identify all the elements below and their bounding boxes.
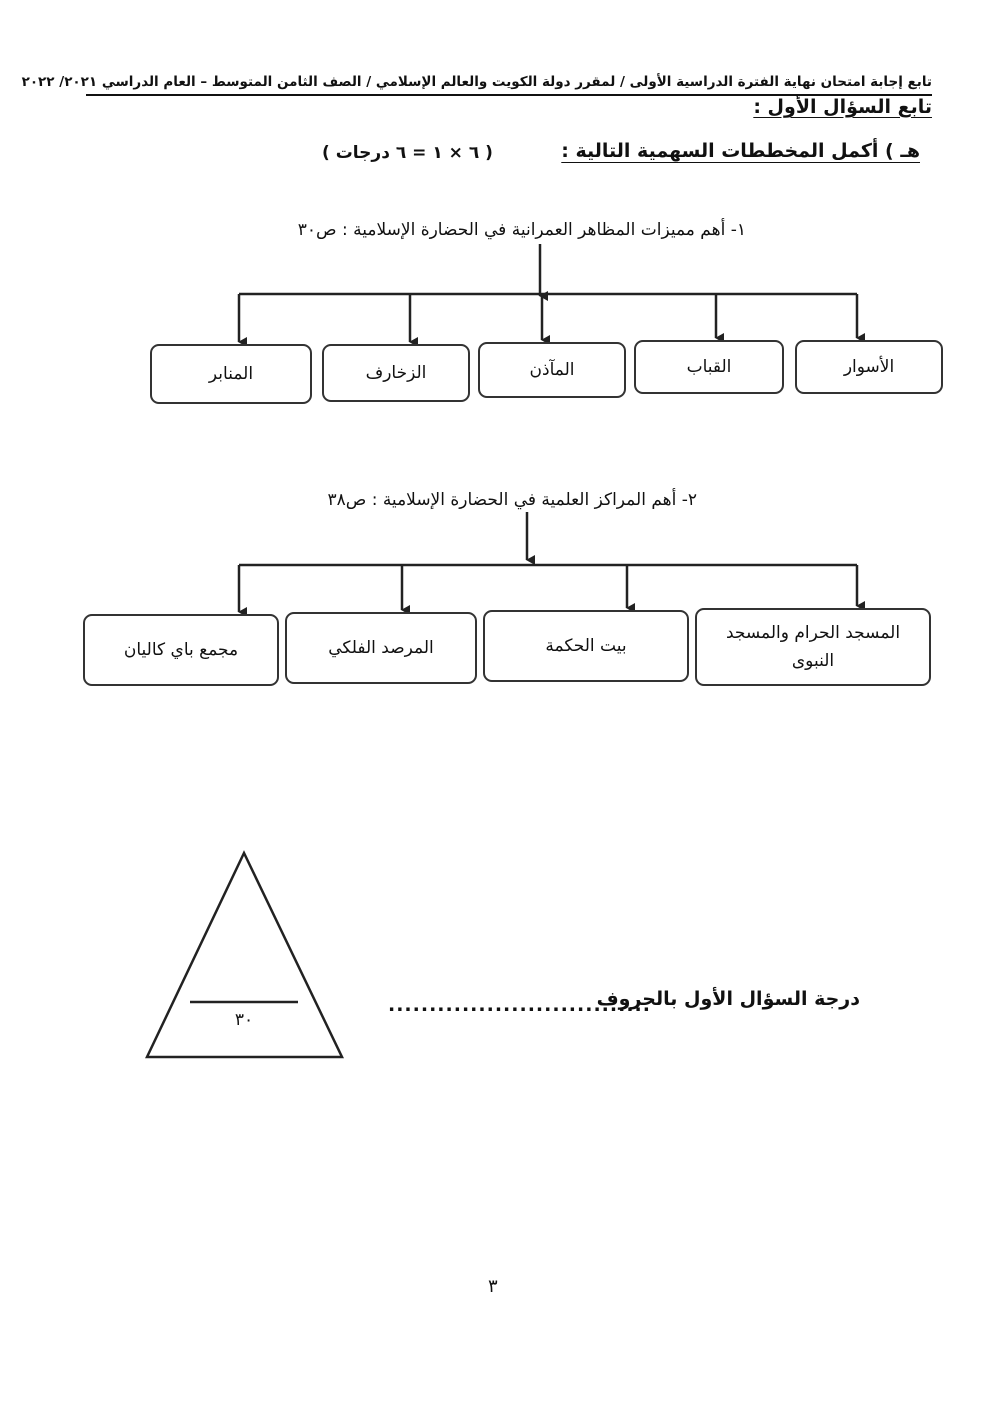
page-number: ٣ (488, 1276, 498, 1297)
diagram2-box-house-of-wisdom: بيت الحكمة (483, 610, 689, 682)
question-marks: ( ٦ × ١ = ٦ درجات ) (322, 143, 493, 163)
score-label: درجة السؤال الأول بالحروف (596, 988, 860, 1010)
diagram2-connectors (239, 512, 857, 612)
diagram1-title: ١- أهم مميزات المظاهر العمرانية في الحضارة الإسلامية : ص٣٠ (297, 220, 746, 240)
diagram1-box-decorations: الزخارف (322, 344, 470, 402)
diagram1-box-domes: القباب (634, 340, 784, 394)
diagram2-box-mosques-label: المسجد الحرام والمسجد النبوى (725, 623, 901, 671)
score-blank-line: ................................ (388, 994, 651, 1016)
diagram1-connectors (239, 244, 857, 342)
diagram2-box-kalyan-complex: مجمع باي كاليان (83, 614, 279, 686)
diagram2-box-mosques (695, 608, 931, 686)
score-total: ٣٠ (234, 1010, 254, 1030)
diagram1-box-pulpits: المنابر (150, 344, 312, 404)
diagram1-box-minarets: المآذن (478, 342, 626, 398)
diagram1-box-walls: الأسوار (795, 340, 943, 394)
diagram2-title: ٢- أهم المراكز العلمية في الحضارة الإسلامية : ص٣٨ (327, 490, 697, 510)
diagram2-box-observatory: المرصد الفلكي (285, 612, 477, 684)
question-instruction: هـ ) أكمل المخططات السهمية التالية : (561, 140, 920, 162)
question-title: تابع السؤال الأول : (753, 96, 932, 118)
exam-header: تابع إجابة امتحان نهاية الفترة الدراسية الأولى / لمقرر دولة الكويت والعالم الإسلامي / الصف الثامن المتوسط – العام الدراسي ٢٠٢١/ ٢٠٢٢ (86, 72, 932, 96)
